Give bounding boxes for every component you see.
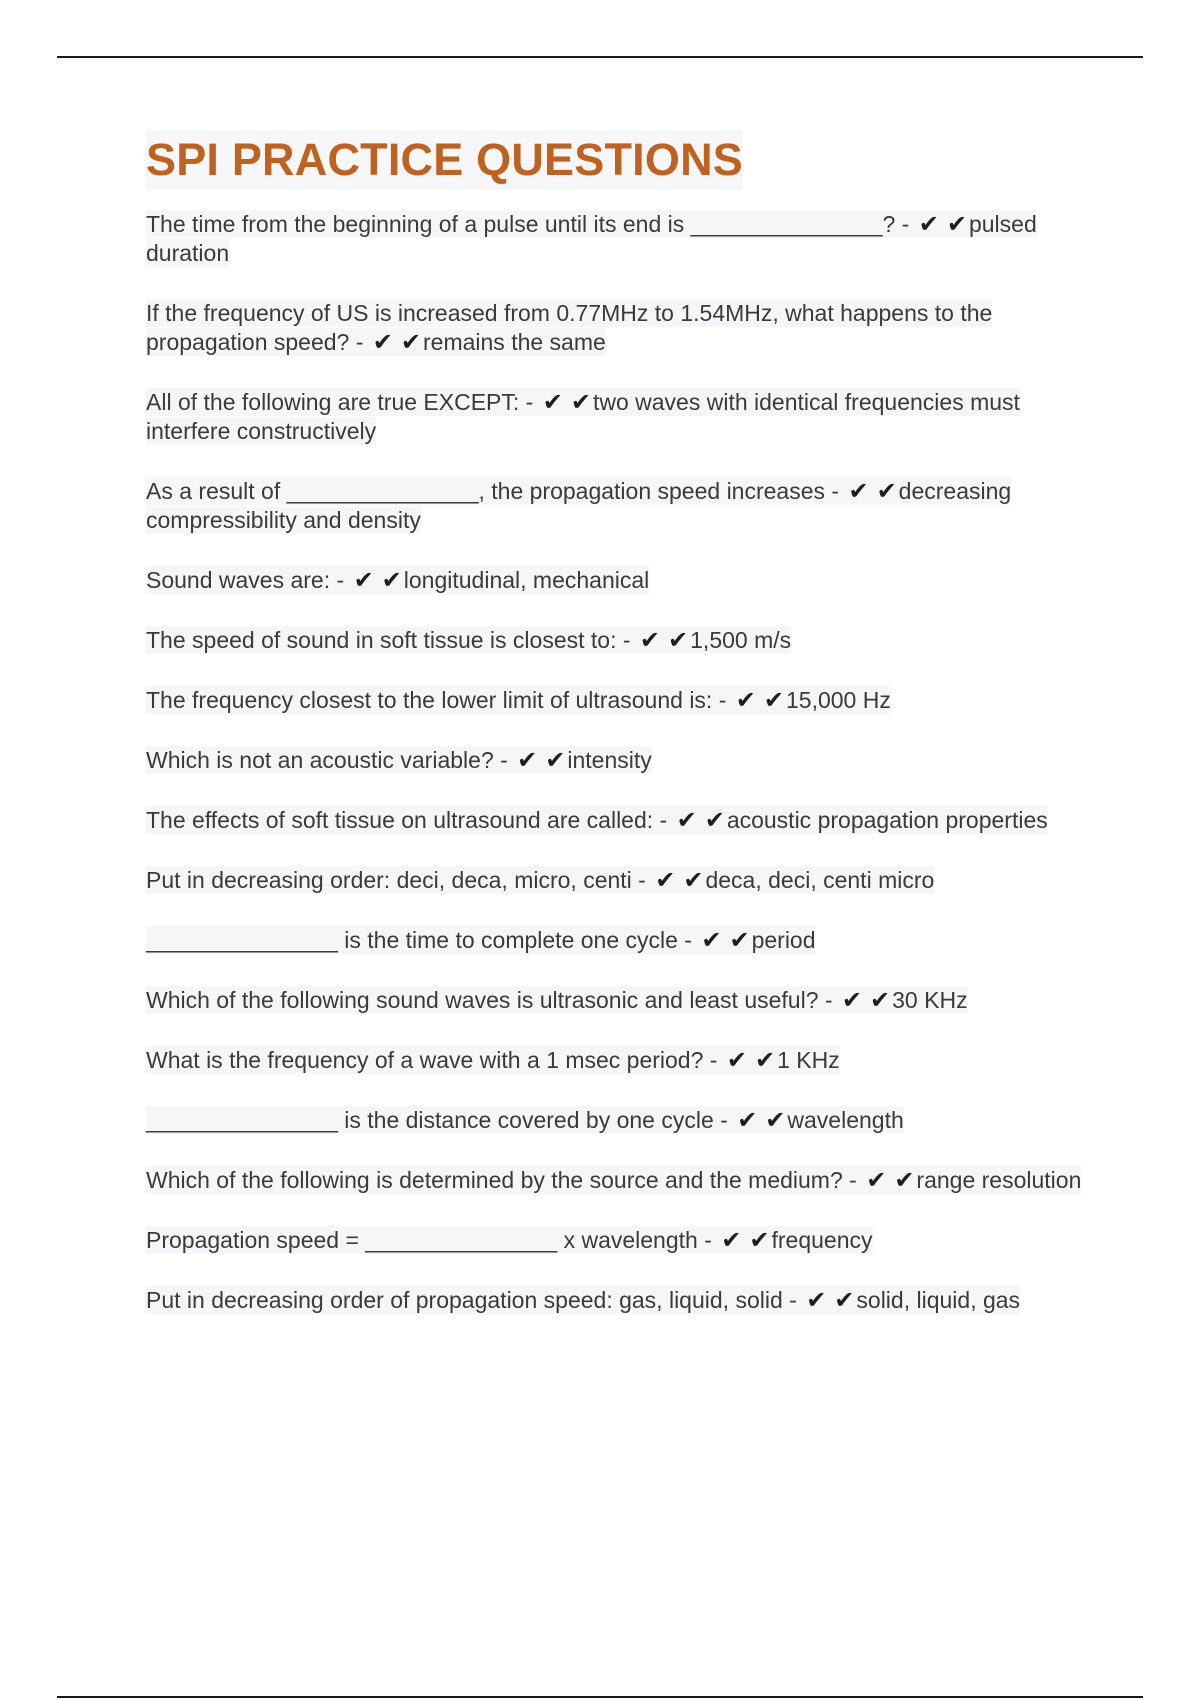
- checkmark-icon: ✔: [704, 806, 725, 834]
- document-body: [146, 130, 1096, 1346]
- qa-highlight: [146, 1106, 904, 1134]
- question-text: Which is not an acoustic variable? -: [146, 747, 515, 773]
- checkmark-icon: ✔: [870, 986, 891, 1014]
- checkmark-icon: ✔: [726, 1046, 747, 1074]
- question-text: Sound waves are: -: [146, 567, 351, 593]
- qa-item: [146, 1226, 1096, 1255]
- checkmark-icon: ✔: [668, 626, 689, 654]
- checkmark-icon: ✔: [763, 686, 784, 714]
- checkmark-icon: ✔: [639, 626, 661, 654]
- answer-text: 15,000 Hz: [785, 687, 891, 713]
- qa-highlight: [146, 1286, 1020, 1314]
- question-text: _______________ is the distance covered by one cycle -: [146, 1107, 735, 1133]
- question-text: Propagation speed = _______________ x wavelength -: [146, 1227, 719, 1253]
- checkmark-icon: ✔: [683, 866, 704, 894]
- checkmark-icon: ✔: [701, 926, 722, 954]
- qa-item: [146, 1106, 1096, 1135]
- checkmark-icon: ✔: [735, 686, 756, 714]
- question-text: Put in decreasing order of propagation speed: gas, liquid, solid -: [146, 1287, 804, 1313]
- answer-text: remains the same: [423, 329, 606, 355]
- qa-item: [146, 746, 1096, 775]
- question-text: As a result of _______________, the propagation speed increases -: [146, 478, 846, 504]
- qa-highlight: [146, 299, 992, 356]
- question-text: Put in decreasing order: deci, deca, micro, centi -: [146, 867, 653, 893]
- checkmark-icon: ✔: [353, 566, 374, 594]
- checkmark-icon: ✔: [876, 477, 897, 505]
- checkmark-icon: ✔: [834, 1286, 855, 1314]
- qa-highlight: [146, 686, 891, 714]
- qa-highlight: [146, 926, 816, 954]
- question-text: _______________ is the time to complete one cycle -: [146, 927, 699, 953]
- answer-text: 30 KHz: [892, 987, 968, 1013]
- answer-text: solid, liquid, gas: [856, 1287, 1021, 1313]
- answer-text: period: [751, 927, 816, 953]
- question-text: If the frequency of US is increased from 0.77MHz to 1.54MHz, what happens to the propagation speed? -: [146, 300, 993, 355]
- qa-item: [146, 1286, 1096, 1315]
- qa-item: [146, 926, 1096, 955]
- question-text: Which of the following is determined by the source and the medium? -: [146, 1167, 864, 1193]
- checkmark-icon: ✔: [749, 1226, 770, 1254]
- qa-item: [146, 477, 1096, 535]
- checkmark-icon: ✔: [545, 746, 566, 774]
- checkmark-icon: ✔: [542, 388, 563, 416]
- checkmark-icon: ✔: [381, 566, 402, 594]
- question-text: The time from the beginning of a pulse until its end is _______________? -: [146, 211, 916, 237]
- answer-text: frequency: [771, 1227, 873, 1253]
- checkmark-icon: ✔: [372, 328, 393, 356]
- answer-text: decreasing compressibility and density: [146, 478, 1012, 533]
- top-rule: [57, 56, 1143, 58]
- checkmark-icon: ✔: [765, 1106, 786, 1134]
- answer-text: longitudinal, mechanical: [403, 567, 650, 593]
- checkmark-icon: ✔: [806, 1286, 827, 1314]
- qa-item: [146, 388, 1096, 446]
- question-text: Which of the following sound waves is ultrasonic and least useful? -: [146, 987, 839, 1013]
- checkmark-icon: ✔: [655, 866, 676, 894]
- question-text: All of the following are true EXCEPT: -: [146, 389, 540, 415]
- qa-highlight: [146, 566, 649, 594]
- answer-text: acoustic propagation properties: [726, 807, 1048, 833]
- answer-text: wavelength: [787, 1107, 904, 1133]
- qa-highlight: [146, 477, 1011, 534]
- checkmark-icon: ✔: [517, 746, 538, 774]
- qa-item: [146, 806, 1096, 835]
- answer-text: 1,500 m/s: [690, 627, 792, 653]
- qa-highlight: [146, 746, 652, 774]
- qa-highlight: [146, 1226, 873, 1254]
- checkmark-icon: ✔: [676, 806, 697, 834]
- qa-highlight: [146, 806, 1048, 834]
- checkmark-icon: ✔: [894, 1166, 915, 1194]
- checkmark-icon: ✔: [400, 328, 421, 356]
- qa-item: [146, 210, 1096, 268]
- answer-text: range resolution: [916, 1167, 1082, 1193]
- question-text: The effects of soft tissue on ultrasound are called: -: [146, 807, 674, 833]
- bottom-rule: [57, 1696, 1143, 1698]
- qa-item: [146, 1046, 1096, 1075]
- page-title: SPI PRACTICE QUESTIONS: [146, 130, 743, 190]
- qa-item: [146, 686, 1096, 715]
- qa-item: [146, 626, 1096, 655]
- qa-highlight: [146, 1046, 840, 1074]
- checkmark-icon: ✔: [848, 477, 869, 505]
- answer-text: 1 KHz: [777, 1047, 840, 1073]
- checkmark-icon: ✔: [729, 926, 750, 954]
- answer-text: two waves with identical frequencies must interfere constructively: [146, 389, 1020, 444]
- qa-item: [146, 299, 1096, 357]
- answer-text: deca, deci, centi micro: [705, 867, 935, 893]
- qa-highlight: [146, 986, 968, 1014]
- qa-list: [146, 210, 1096, 1315]
- qa-item: [146, 866, 1096, 895]
- question-text: What is the frequency of a wave with a 1 msec period? -: [146, 1047, 724, 1073]
- checkmark-icon: ✔: [946, 210, 967, 238]
- qa-item: [146, 566, 1096, 595]
- checkmark-icon: ✔: [737, 1106, 758, 1134]
- checkmark-icon: ✔: [918, 210, 939, 238]
- checkmark-icon: ✔: [754, 1046, 776, 1074]
- qa-highlight: [146, 626, 791, 654]
- checkmark-icon: ✔: [841, 986, 863, 1014]
- qa-highlight: [146, 210, 1037, 267]
- qa-item: [146, 1166, 1096, 1195]
- qa-highlight: [146, 1166, 1081, 1194]
- qa-highlight: [146, 866, 934, 894]
- question-text: The frequency closest to the lower limit of ultrasound is: -: [146, 687, 733, 713]
- qa-highlight: [146, 388, 1020, 445]
- checkmark-icon: ✔: [866, 1166, 887, 1194]
- answer-text: pulsed duration: [146, 211, 1037, 266]
- qa-item: [146, 986, 1096, 1015]
- answer-text: intensity: [567, 747, 652, 773]
- checkmark-icon: ✔: [721, 1226, 742, 1254]
- question-text: The speed of sound in soft tissue is closest to: -: [146, 627, 637, 653]
- checkmark-icon: ✔: [570, 388, 591, 416]
